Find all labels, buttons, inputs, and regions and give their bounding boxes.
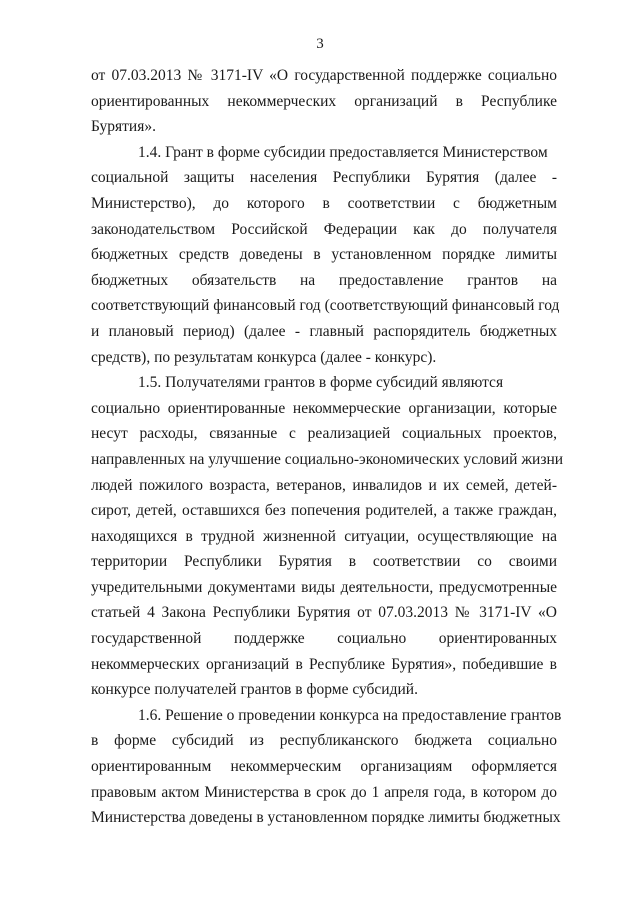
document-body	[91, 63, 564, 831]
text-line: правовым актом Министерства в срок до 1 апреля года, в котором до	[91, 783, 557, 801]
text-line: от 07.03.2013 № 3171-IV «О государственной поддержке социально	[91, 67, 557, 84]
text-line: территории Республики Бурятия в соответствии со своими	[91, 553, 557, 571]
text-line: направленных на улучшение социально-экономических условий жизни	[91, 450, 564, 468]
text-line: Министерства доведены в установленном порядке лимиты бюджетных	[91, 809, 561, 827]
text-line: соответствующий финансовый год (соответствующий финансовый год	[91, 297, 560, 315]
text-line: Министерство), до которого в соответствии с бюджетным	[91, 194, 557, 212]
text-line: учредительными документами виды деятельности, предусмотренные	[91, 578, 557, 596]
text-line: находящихся в трудной жизненной ситуации, осуществляющие на	[91, 527, 557, 545]
text-line: социальной защиты населения Республики Бурятия (далее -	[91, 169, 557, 187]
text-line: конкурсе получателей грантов в форме субсидий.	[91, 681, 418, 699]
text-line: 1.5. Получателями грантов в форме субсидий являются	[138, 374, 504, 392]
text-line: ориентированным некоммерческим организациям оформляется	[91, 758, 557, 776]
text-line: Бурятия».	[91, 118, 156, 136]
text-line: сирот, детей, оставшихся без попечения родителей, а также граждан,	[91, 502, 557, 520]
text-line: бюджетных средств доведены в установленном порядке лимиты	[91, 246, 557, 264]
text-line: статьей 4 Закона Республики Бурятия от 07.03.2013 № 3171-IV «О	[91, 604, 557, 622]
text-line: 1.6. Решение о проведении конкурса на предоставление грантов	[138, 706, 562, 724]
paragraph-1-4	[91, 140, 560, 370]
page-number: 3	[316, 36, 324, 52]
text-line: социально ориентированные некоммерческие организации, которые	[91, 399, 557, 417]
text-line: законодательством Российской Федерации как до получателя	[91, 220, 557, 238]
text-line: в форме субсидий из республиканского бюджета социально	[91, 732, 557, 750]
text-line: ориентированных некоммерческих организаций в Республике	[91, 92, 557, 110]
text-line: несут расходы, связанные с реализацией социальных проектов,	[91, 425, 557, 443]
text-line: людей пожилого возраста, ветеранов, инвалидов и их семей, детей-	[91, 476, 557, 494]
paragraph-1-6	[91, 703, 562, 831]
text-line: некоммерческих организаций в Республике Бурятия», победившие в	[91, 655, 557, 673]
paragraph-intro	[91, 63, 557, 140]
text-line: бюджетных обязательств на предоставление грантов на	[91, 271, 557, 289]
paragraph-1-5	[91, 370, 564, 703]
text-line: 1.4. Грант в форме субсидии предоставляется Министерством	[138, 143, 548, 161]
text-line: средств), по результатам конкурса (далее - конкурс).	[91, 348, 437, 366]
text-line: и плановый период) (далее - главный распорядитель бюджетных	[91, 322, 557, 340]
text-line: государственной поддержке социально ориентированных	[91, 630, 557, 648]
